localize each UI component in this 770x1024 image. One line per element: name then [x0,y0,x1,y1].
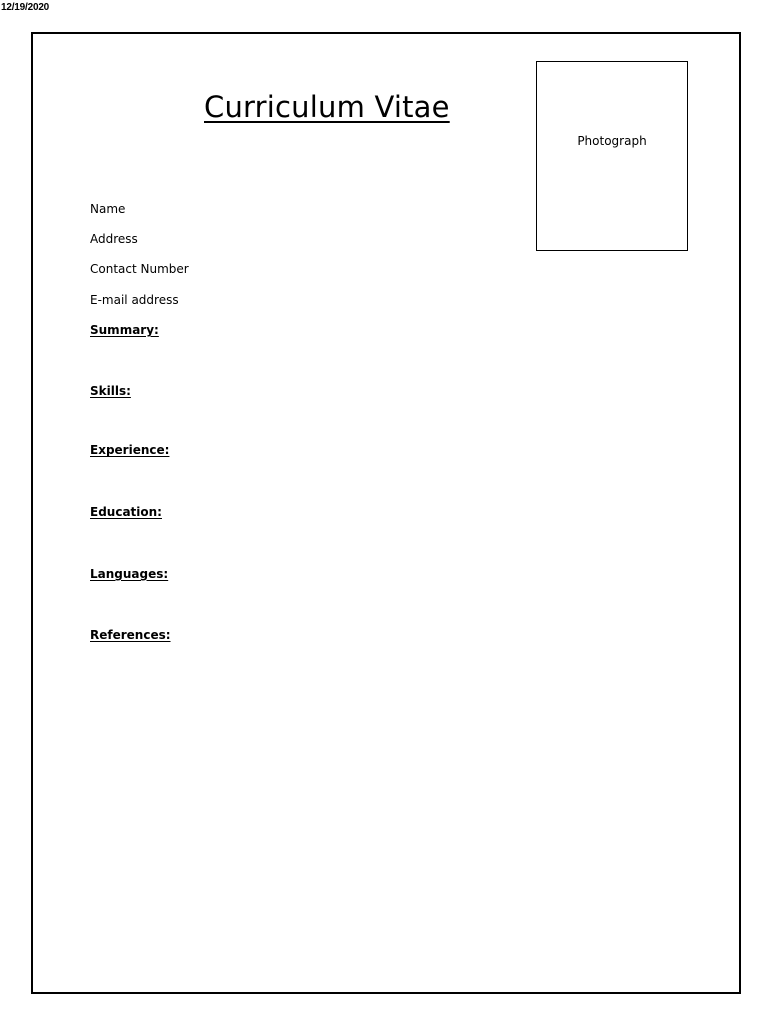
photograph-placeholder [536,61,688,251]
name-field-label: Name [90,202,126,216]
references-heading: References: [90,628,171,642]
education-heading: Education: [90,505,162,519]
skills-heading: Skills: [90,384,131,398]
print-date: 12/19/2020 [1,2,50,13]
address-field-label: Address [90,232,138,246]
photograph-label: Photograph [577,134,647,148]
contact-number-field-label: Contact Number [90,262,189,276]
email-address-field-label: E-mail address [90,293,179,307]
languages-heading: Languages: [90,567,169,581]
document-title: Curriculum Vitae [204,90,450,124]
experience-heading: Experience: [90,443,170,457]
summary-heading: Summary: [90,323,159,337]
